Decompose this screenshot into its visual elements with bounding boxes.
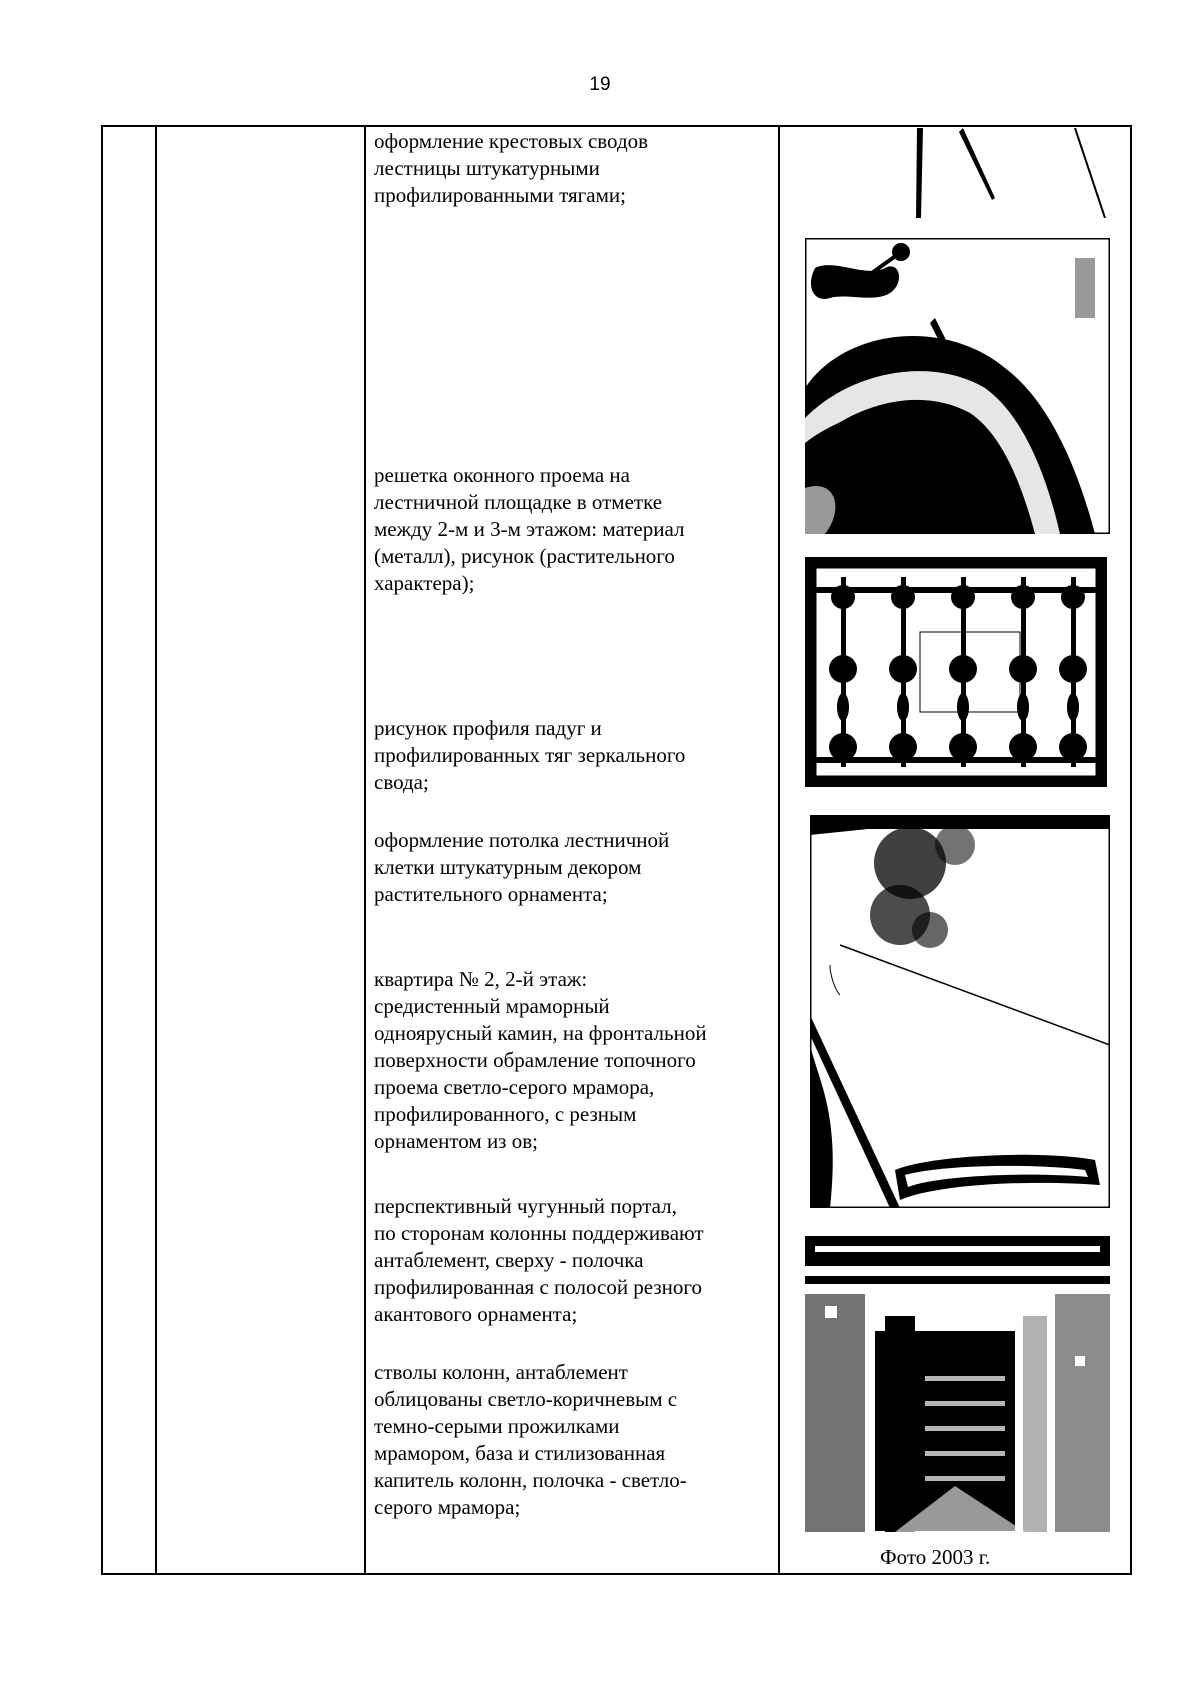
photo-vault-top [805,128,1110,218]
item-vaults: оформление крестовых сводов лестницы штукатурными профилированными тягами; [374,129,649,207]
item-fireplace: квартира № 2, 2-й этаж: средистенный мраморный одноярусный камин, на фронтальной поверхности обрамление топочного проема светло-серого мрамора, профилированного, с резным орнаментом из ов; [374,967,707,1153]
item-portal: перспективный чугунный портал, по сторонам колонны поддерживают антаблемент, сверху - полочка профилированная с полосой резного акантового орнамента; [374,1194,704,1326]
column-divider-1 [155,125,157,1575]
item-window-grille: решетка оконного проема на лестничной площадке в отметке между 2-м и 3-м этажом: материал (металл), рисунок (растительного характера); [374,463,685,595]
column-divider-3 [778,125,780,1575]
item-mirror-vault: рисунок профиля падуг и профилированных тяг зеркального свода; [374,716,686,794]
item-ceiling-decor: оформление потолка лестничной клетки штукатурным декором растительного орнамента; [374,828,670,906]
photo-window-grille [805,557,1107,787]
photo-fireplace [810,815,1110,1208]
photo-caption: Фото 2003 г. [880,1545,991,1569]
page-number: 19 [589,74,611,95]
item-columns: стволы колонн, антаблемент облицованы светло-коричневым с темно-серыми прожилками мрамором, база и стилизованная капитель колонн, полочка - светло- серого мрамора; [374,1360,687,1519]
photo-staircase-vault [805,238,1110,534]
column-divider-2 [364,125,366,1575]
photo-cast-iron-portal [805,1236,1110,1532]
